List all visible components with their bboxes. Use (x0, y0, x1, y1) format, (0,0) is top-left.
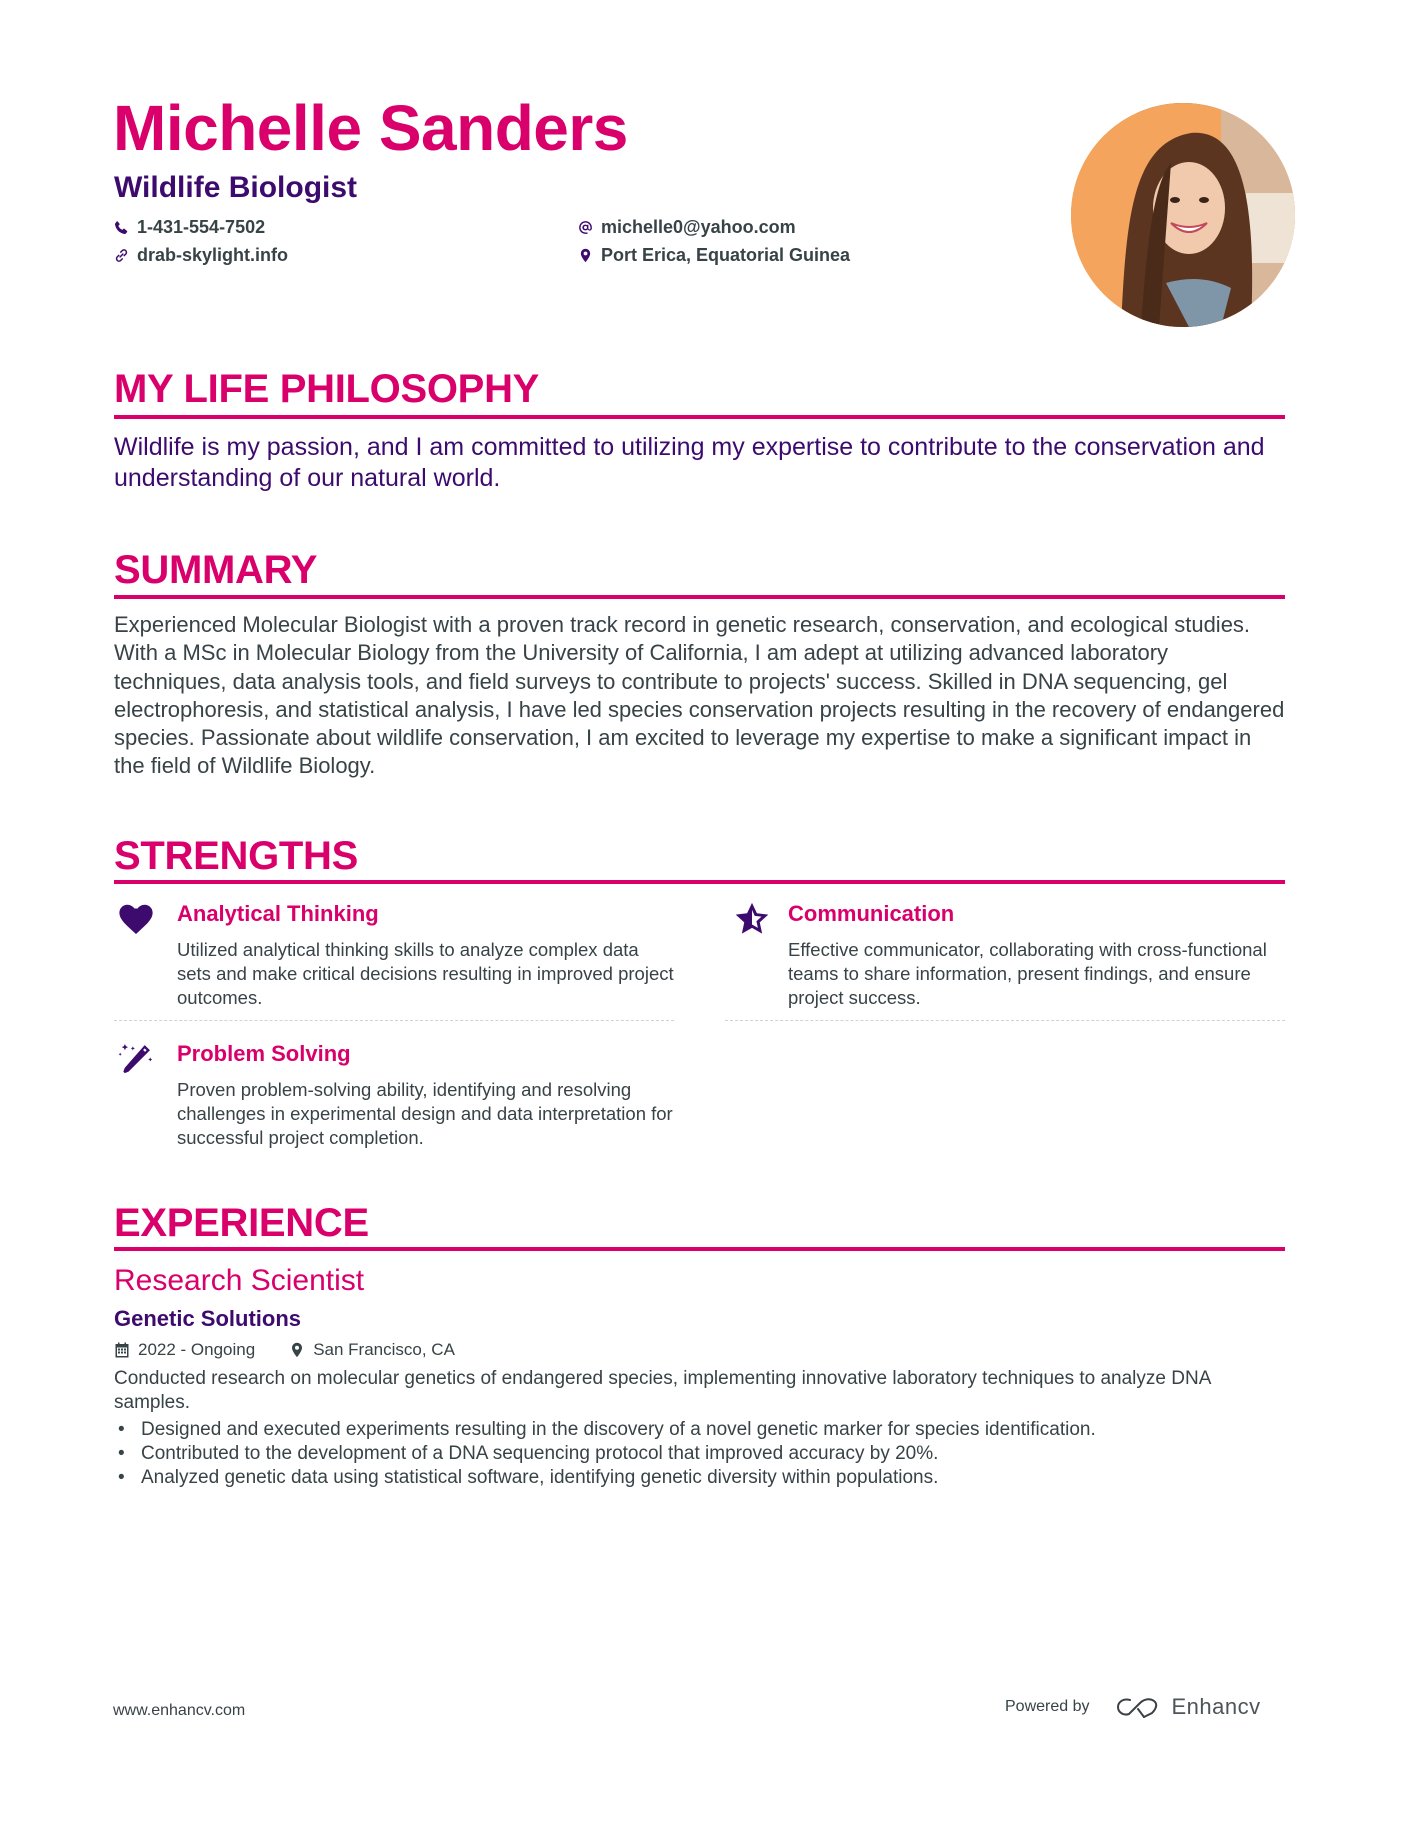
strength-description: Utilized analytical thinking skills to analyze complex data sets and make critical decisions resulting in improved project outcomes. (177, 939, 674, 1008)
website-link[interactable]: drab-skylight.info (137, 245, 289, 265)
achievement-bullet: • Contributed to the development of a DNA sequencing protocol that improved accuracy by 20%. (114, 1442, 1285, 1466)
link-icon (114, 248, 129, 263)
calendar-icon (114, 1342, 130, 1358)
footer-powered-by (1005, 1694, 1261, 1720)
strength-description: Effective communicator, collaborating with cross-functional teams to share information, present findings, and ensure project success. (788, 939, 1267, 1008)
strength-title: Communication (788, 901, 955, 926)
achievement-bullet: • Designed and executed experiments resulting in the discovery of a novel genetic marker for species identification. (114, 1418, 1285, 1442)
section-title-experience: EXPERIENCE (114, 1201, 369, 1245)
magic-wand-icon (117, 1040, 155, 1078)
strength-divider (114, 1020, 674, 1021)
summary-text: Experienced Molecular Biologist with a proven track record in genetic research, conservation, and ecological studies. With a MSc in Molecular Biology from the University of California, I am adept at utilizing advanced laboratory techniques, data analysis tools, and field surveys to contribute to projects' success. Skilled in DNA sequencing, gel electrophoresis, and statistical analysis, I have led species conservation projects resulting in the recovery of endangered species. Passionate about wildlife conservation, I am excited to leverage my expertise to make a significant impact in the field of Wildlife Biology. (114, 612, 1285, 779)
candidate-role: Wildlife Biologist (114, 171, 358, 204)
strength-description: Proven problem-solving ability, identifying and resolving challenges in experimental design and data interpretation for successful project completion. (177, 1079, 673, 1148)
section-divider (114, 415, 1285, 419)
phone-text: 1-431-554-7502 (137, 217, 266, 237)
section-divider (114, 880, 1285, 884)
job-title: Research Scientist (114, 1264, 365, 1297)
job-achievements (114, 1418, 1285, 1490)
enhancv-logo[interactable] (1116, 1694, 1261, 1720)
section-divider (114, 595, 1285, 599)
enhancv-logo-icon (1116, 1695, 1162, 1719)
phone-icon (114, 220, 129, 235)
star-icon (733, 900, 771, 938)
achievement-bullet: • Analyzed genetic data using statistical software, identifying genetic diversity within populations. (114, 1466, 1285, 1490)
heart-icon (117, 900, 155, 938)
job-meta (114, 1341, 455, 1358)
contact-email[interactable] (578, 218, 796, 236)
strength-item (117, 1040, 677, 1150)
strength-title: Problem Solving (177, 1041, 351, 1066)
location-pin-icon (289, 1342, 305, 1358)
profile-photo (1071, 103, 1295, 327)
section-title-strengths: STRENGTHS (114, 834, 358, 878)
footer-website-link[interactable]: www.enhancv.com (113, 1702, 246, 1719)
location-text: Port Erica, Equatorial Guinea (601, 245, 851, 265)
strength-item (117, 900, 677, 1010)
section-title-philosophy: MY LIFE PHILOSOPHY (114, 367, 540, 411)
brand-name: Enhancv (1171, 1694, 1261, 1719)
job-location: San Francisco, CA (313, 1340, 455, 1359)
section-title-summary: SUMMARY (114, 548, 318, 592)
company-name: Genetic Solutions (114, 1306, 302, 1331)
section-divider (114, 1247, 1285, 1251)
job-dates: 2022 - Ongoing (138, 1340, 256, 1359)
location-pin-icon (578, 248, 593, 263)
candidate-name: Michelle Sanders (113, 92, 628, 164)
contact-location (578, 246, 850, 264)
philosophy-text: Wildlife is my passion, and I am committed to utilizing my expertise to contribute to the conservation and understanding of our natural world. (114, 433, 1265, 492)
strength-item (728, 900, 1288, 1010)
strength-title: Analytical Thinking (177, 901, 379, 926)
strength-divider (725, 1020, 1285, 1021)
contact-website[interactable] (114, 246, 288, 264)
job-description: Conducted research on molecular genetics of endangered species, implementing innovative laboratory techniques to analyze DNA samples. (114, 1368, 1211, 1413)
powered-by-label: Powered by (1005, 1698, 1090, 1715)
at-icon (578, 220, 593, 235)
contact-phone (114, 218, 265, 236)
email-link[interactable]: michelle0@yahoo.com (601, 217, 796, 237)
portrait-illustration (1071, 103, 1295, 327)
